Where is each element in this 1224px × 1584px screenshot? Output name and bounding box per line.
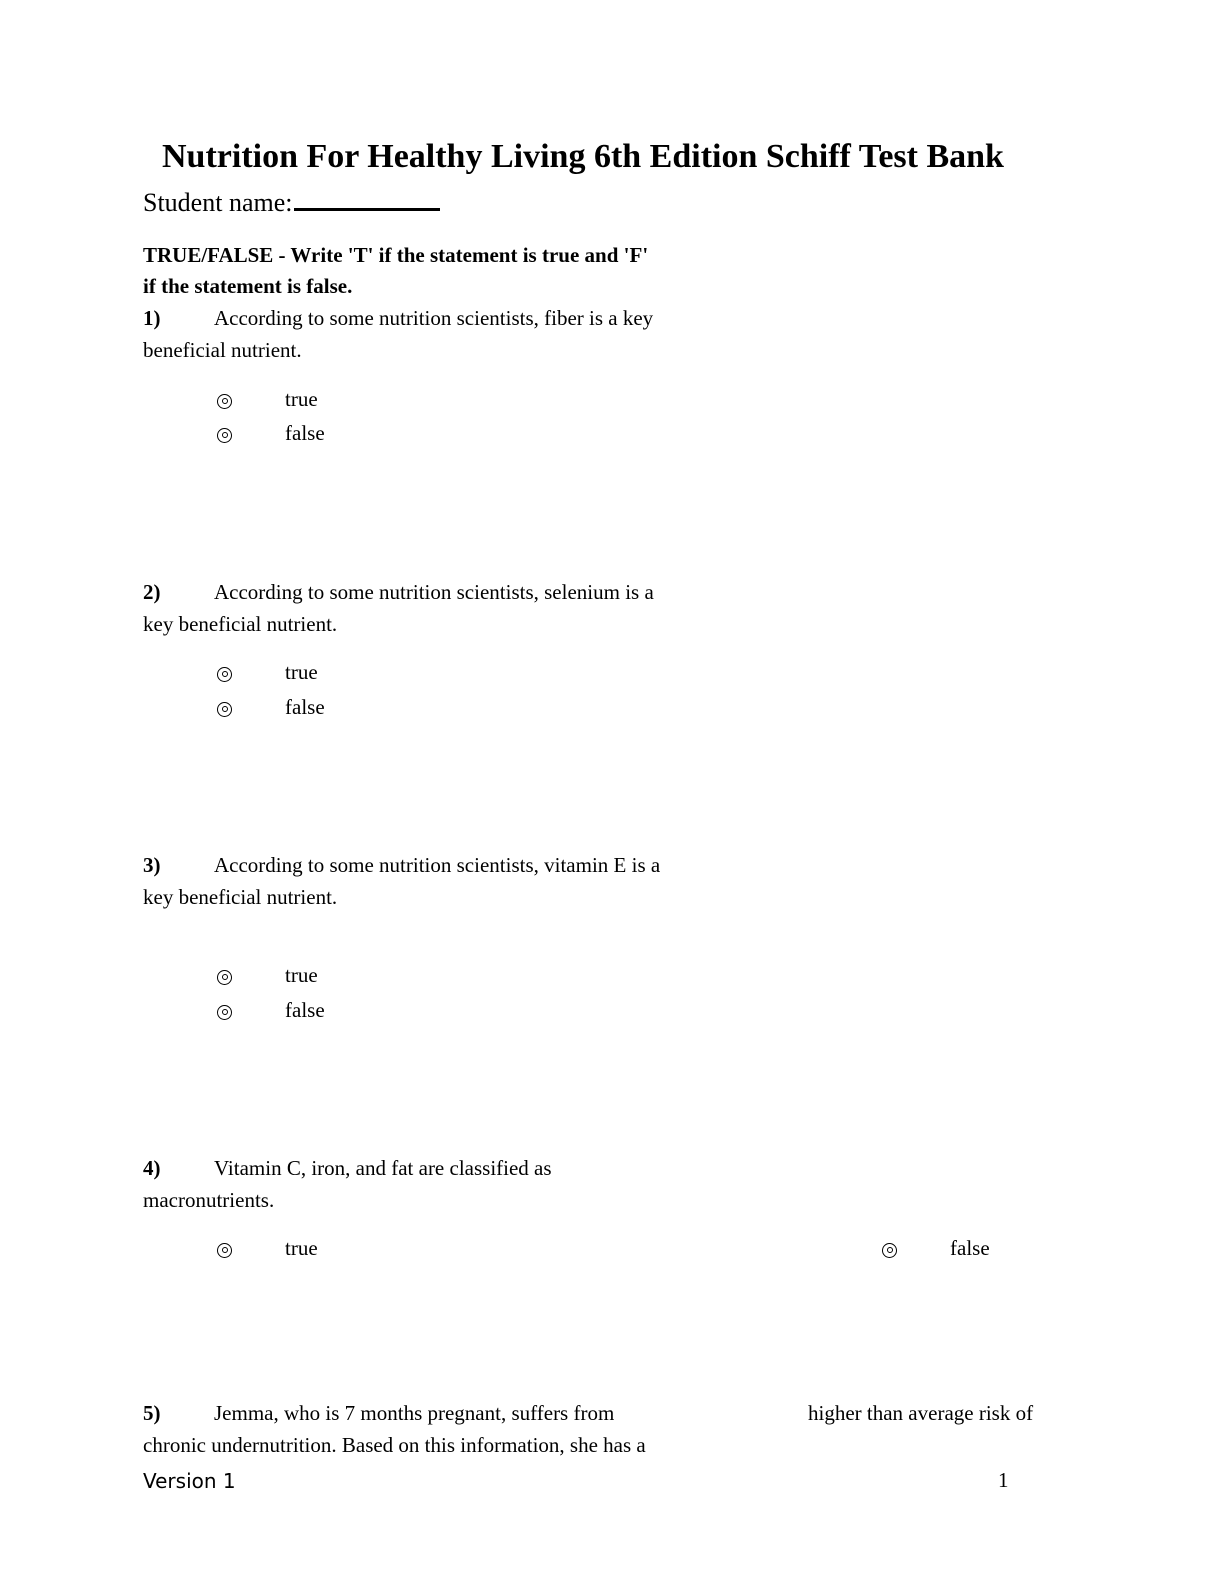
option-label: false (285, 695, 325, 719)
radio-icon[interactable] (217, 702, 232, 717)
question-text-continuation: higher than average risk of (808, 1401, 1034, 1425)
footer-version: Version 1 (143, 1469, 236, 1493)
question-number: 5) (143, 1401, 161, 1425)
question-number: 1) (143, 306, 161, 330)
student-name-label: Student name: (143, 188, 293, 217)
radio-icon[interactable] (217, 1005, 232, 1020)
question-text-line-2: key beneficial nutrient. (143, 885, 338, 909)
radio-icon[interactable] (217, 970, 232, 985)
student-name-blank[interactable] (294, 184, 440, 211)
footer-page-number: 1 (998, 1468, 1009, 1492)
question-2 (143, 576, 654, 640)
radio-icon[interactable] (217, 394, 232, 409)
radio-icon[interactable] (217, 667, 232, 682)
question-text-line-2: macronutrients. (143, 1188, 275, 1212)
option-false[interactable] (882, 1236, 990, 1261)
option-true[interactable] (217, 387, 318, 412)
option-label: true (285, 1236, 318, 1260)
option-true[interactable] (217, 1236, 318, 1261)
question-text-line-1: According to some nutrition scientists, selenium is a (214, 580, 654, 604)
question-number: 4) (143, 1156, 161, 1180)
question-text-line-1: According to some nutrition scientists, fiber is a key (214, 306, 654, 330)
instructions-line-1: TRUE/FALSE - Write 'T' if the statement is true and 'F' (143, 243, 649, 267)
instructions (143, 240, 648, 302)
option-label: true (285, 387, 318, 411)
question-4 (143, 1152, 552, 1216)
question-1 (143, 302, 653, 366)
option-false[interactable] (217, 695, 325, 720)
question-number: 2) (143, 580, 161, 604)
radio-icon[interactable] (882, 1243, 897, 1258)
option-label: false (950, 1236, 990, 1260)
radio-icon[interactable] (217, 428, 232, 443)
question-text-line-1: According to some nutrition scientists, vitamin E is a (214, 853, 661, 877)
student-name-field (143, 184, 440, 218)
question-text-line-2: beneficial nutrient. (143, 338, 302, 362)
instructions-line-2: if the statement is false. (143, 274, 353, 298)
option-label: true (285, 660, 318, 684)
option-true[interactable] (217, 963, 318, 988)
question-text-line-2: chronic undernutrition. Based on this information, she has a (143, 1433, 646, 1457)
option-false[interactable] (217, 998, 325, 1023)
option-label: false (285, 998, 325, 1022)
question-text-line-1: Jemma, who is 7 months pregnant, suffers from (214, 1401, 615, 1425)
radio-icon[interactable] (217, 1243, 232, 1258)
page-title: Nutrition For Healthy Living 6th Edition Schiff Test Bank (162, 138, 1004, 175)
question-number: 3) (143, 853, 161, 877)
option-true[interactable] (217, 660, 318, 685)
option-false[interactable] (217, 421, 325, 446)
question-text-line-2: key beneficial nutrient. (143, 612, 338, 636)
question-5 (143, 1397, 646, 1461)
question-3 (143, 849, 660, 913)
option-label: true (285, 963, 318, 987)
option-label: false (285, 421, 325, 445)
question-text-line-1: Vitamin C, iron, and fat are classified as (214, 1156, 552, 1180)
